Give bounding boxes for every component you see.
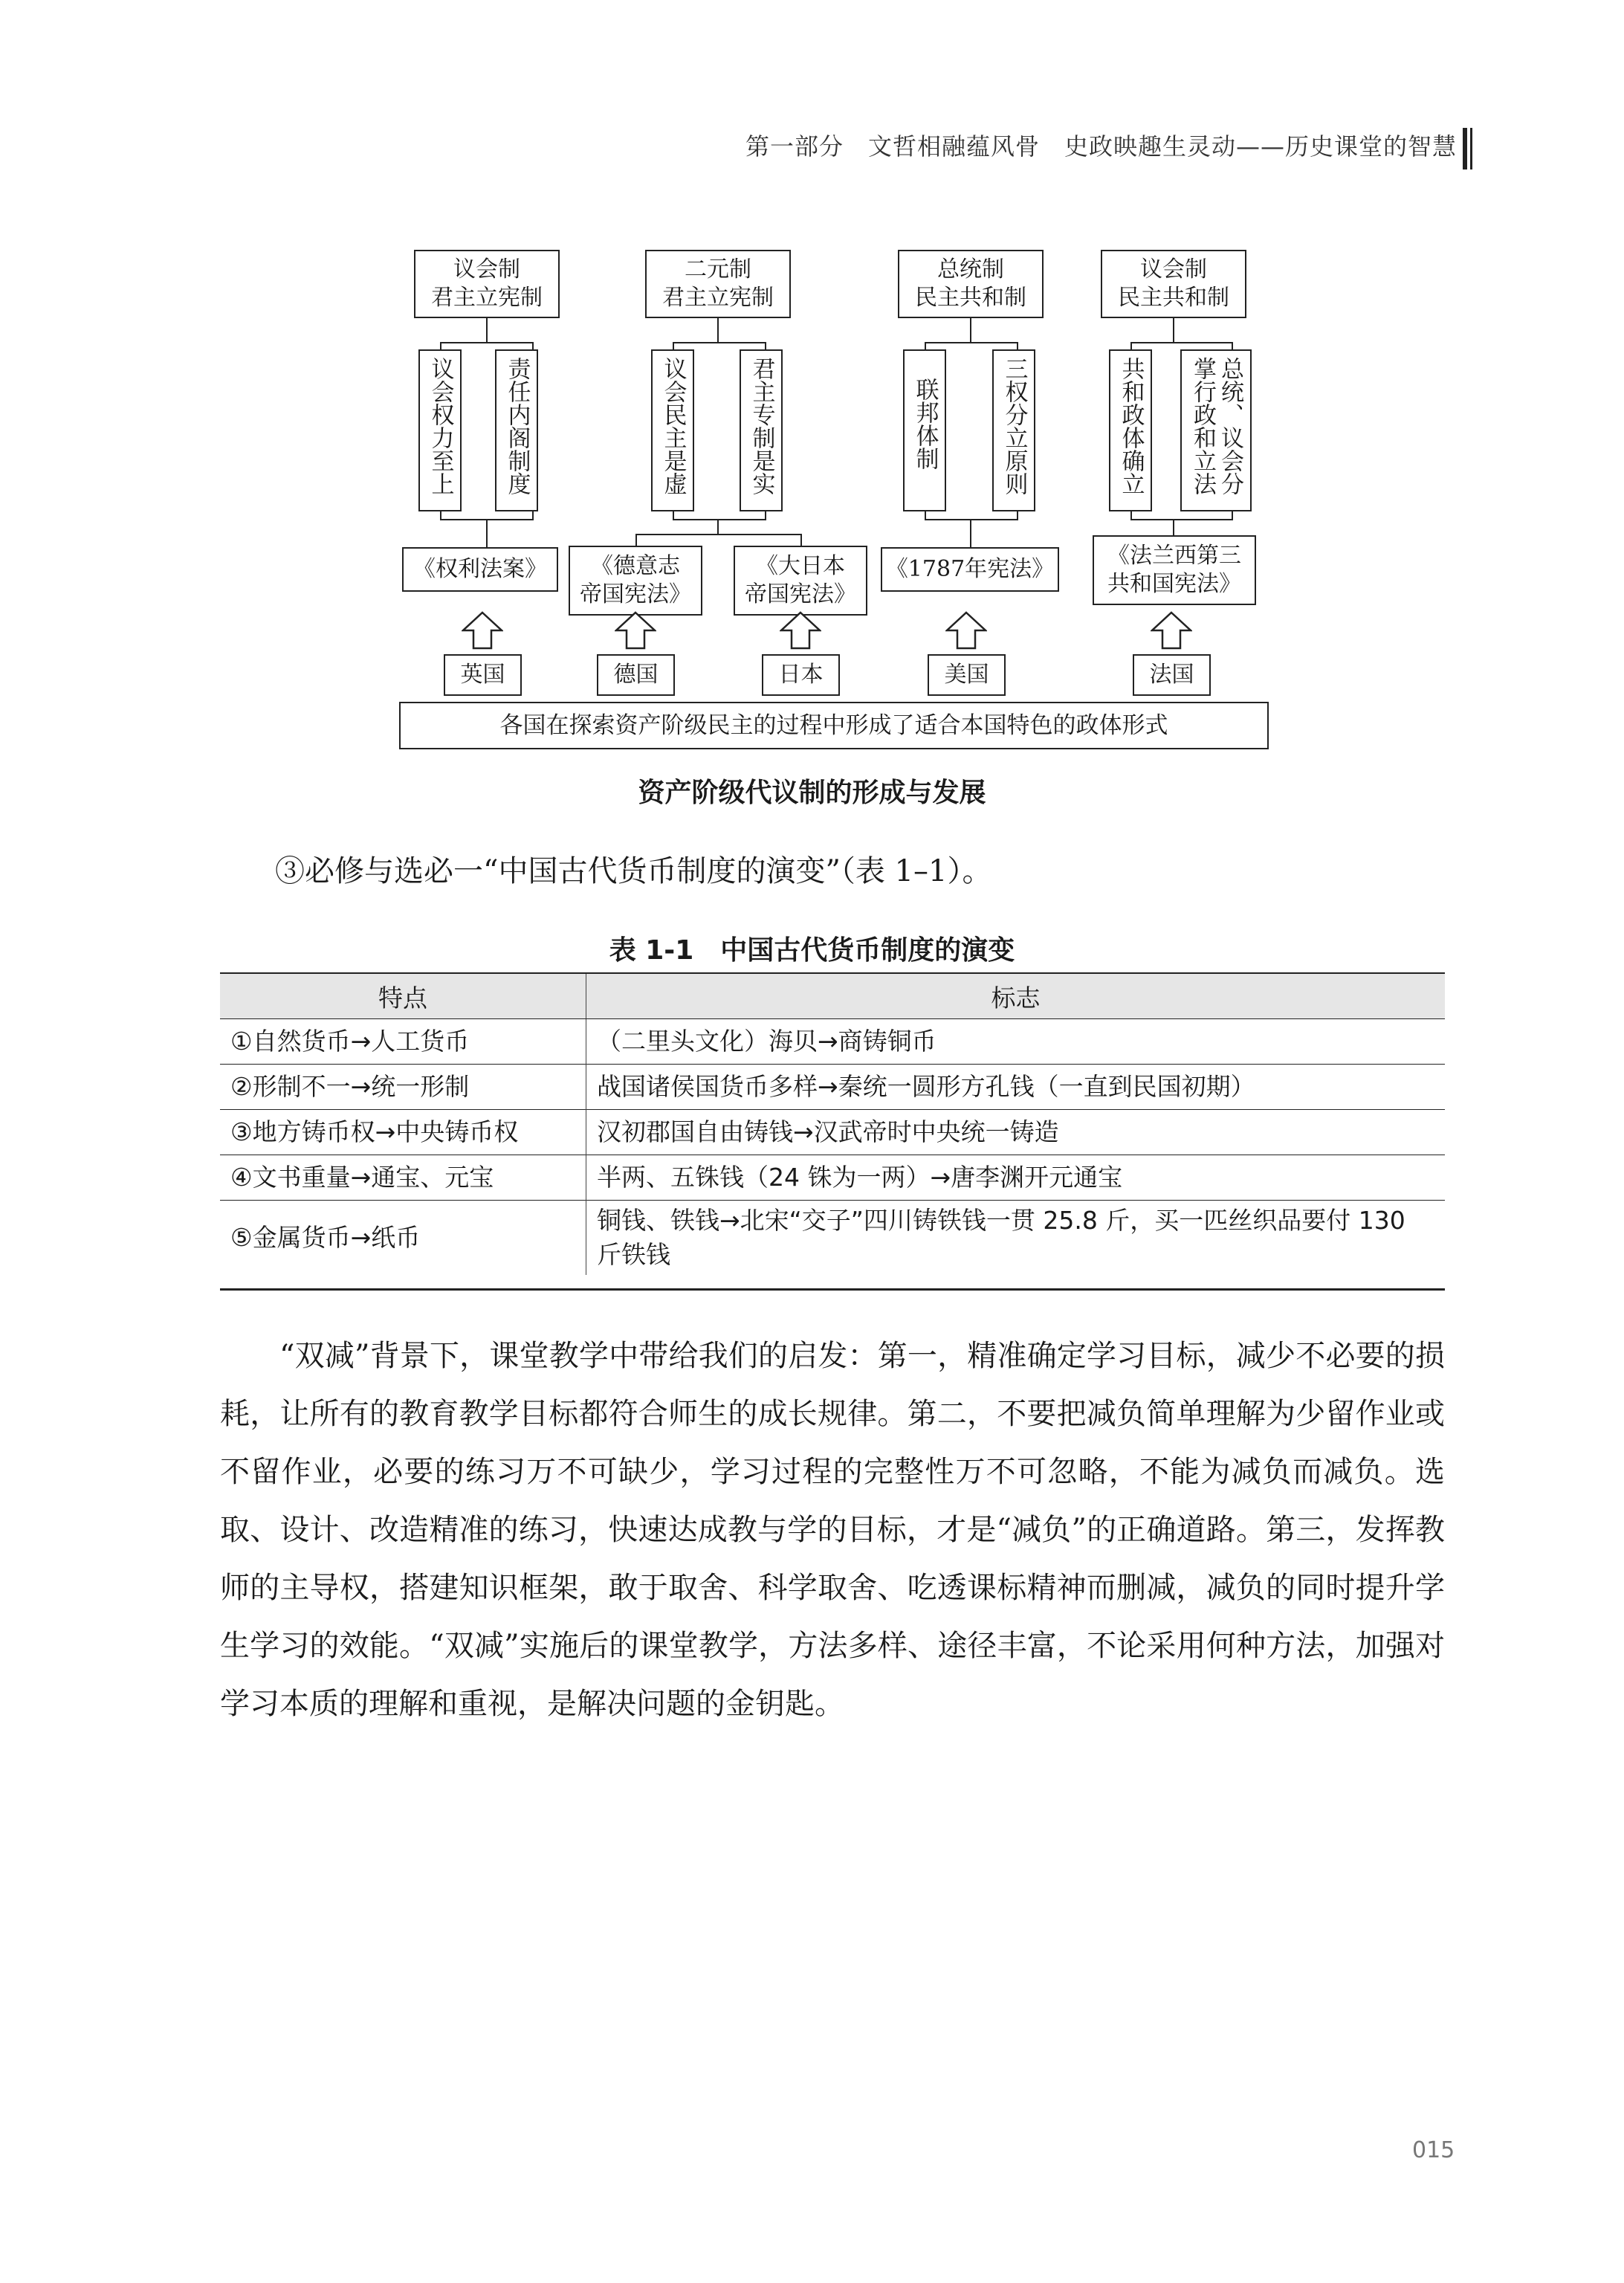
table-cell: ②形制不一→统一形制 — [220, 1065, 586, 1110]
country-label: 日本 — [778, 662, 824, 688]
table-row — [220, 1155, 1445, 1201]
diagram-caption: 资产阶级代议制的形成与发展 — [638, 778, 986, 808]
summary-box — [399, 702, 1269, 749]
constitution-text: 《德意志 帝国宪法》 — [580, 553, 691, 607]
connector — [1130, 519, 1233, 520]
page-number: 015 — [1412, 2137, 1455, 2163]
connector — [486, 318, 488, 343]
feature-box: 议会权力至上 — [418, 349, 462, 511]
up-arrow-icon — [945, 611, 987, 650]
system-title-us — [898, 250, 1044, 318]
system-title-uk-text: 议会制 君主立宪制 — [431, 256, 543, 311]
connector — [970, 519, 971, 549]
connector — [1173, 318, 1174, 343]
header-rule-thick — [1463, 128, 1467, 169]
summary-text: 各国在探索资产阶级民主的过程中形成了适合本国特色的政体形式 — [499, 712, 1168, 739]
system-title-dualist — [645, 250, 791, 318]
constitution-box — [734, 546, 867, 616]
system-title-france-text: 议会制 民主共和制 — [1118, 256, 1229, 311]
connector — [635, 534, 802, 535]
country-box-us — [928, 654, 1006, 696]
country-label: 美国 — [944, 662, 989, 688]
constitution-text: 《1787年宪法》 — [885, 556, 1055, 582]
connector — [925, 519, 1018, 520]
connector — [925, 342, 1018, 343]
table-bottom-rule — [220, 1288, 1445, 1291]
constitution-box — [569, 546, 702, 616]
table-cell: ⑤金属货币→纸币 — [220, 1201, 586, 1276]
feature-box: 议会民主是虚 — [651, 349, 694, 511]
table-cell: 汉初郡国自由铸钱→汉武帝时中央统一铸造 — [586, 1110, 1446, 1155]
table-cell: 半两、五铢钱（24 铢为一两）→唐李渊开元通宝 — [586, 1155, 1446, 1201]
table-cell: 铜钱、铁钱→北宋“交子”四川铸铁钱一贯 25.8 斤，买一匹丝织品要付 130 斤铁钱 — [586, 1201, 1446, 1276]
constitution-box — [881, 547, 1059, 592]
connector — [673, 342, 766, 343]
table-cell: （二里头文化）海贝→商铸铜币 — [586, 1019, 1446, 1065]
column-header: 标志 — [586, 974, 1446, 1019]
country-box-france — [1133, 654, 1211, 696]
body-paragraph: “双减”背景下，课堂教学中带给我们的启发：第一，精准确定学习目标，减少不必要的损耗，让所有的教育教学目标都符合师生的成长规律。第二，不要把减负简单理解为少留作业或不留作业，必要的练习万不可缺少，学习过程的完整性万不可忽略，不能为减负而减负。选取、设计、改造精准的练习，快速达成教与学的目标，才是“减负”的正确道路。第三，发挥教师的主导权，搭建知识框架，敢于取舍、科学取舍、吃透课标精神而删减，减负的同时提升学生学习的效能。“双减”实施后的课堂教学，方法多样、途径丰富，不论采用何种方法，加强对学习本质的理解和重视，是解决问题的金钥匙。 — [220, 1339, 1445, 1721]
feature-box: 君主专制是实 — [740, 349, 783, 511]
constitution-text: 《法兰西第三 共和国宪法》 — [1107, 543, 1241, 597]
constitution-text: 《权利法案》 — [413, 556, 547, 582]
connector — [440, 342, 534, 343]
table-row — [220, 1201, 1445, 1276]
intro-line: ③必修与选必一“中国古代货币制度的演变”（表 1–1）。 — [275, 854, 992, 888]
connector — [970, 318, 971, 343]
feature-box: 责任内阁制度 — [495, 349, 538, 511]
up-arrow-icon — [615, 611, 656, 650]
system-title-us-text: 总统制 民主共和制 — [915, 256, 1026, 311]
up-arrow-icon — [780, 611, 821, 650]
running-header: 第一部分 文哲相融蕴风骨 史政映趣生灵动——历史课堂的智慧 — [745, 132, 1457, 161]
system-title-dualist-text: 二元制 君主立宪制 — [662, 256, 774, 311]
table-header-row — [220, 974, 1445, 1019]
header-rule-thin — [1470, 128, 1472, 169]
table-row — [220, 1065, 1445, 1110]
country-label: 法国 — [1149, 662, 1194, 688]
country-label: 英国 — [460, 662, 505, 688]
constitution-box — [1093, 535, 1256, 605]
country-label: 德国 — [613, 662, 659, 688]
feature-box: 共和政体确立 — [1109, 349, 1152, 511]
up-arrow-icon — [462, 611, 503, 650]
table-cell: 战国诸侯国货币多样→秦统一圆形方孔钱（一直到民国初期） — [586, 1065, 1446, 1110]
country-box-germany — [597, 654, 675, 696]
constitution-text: 《大日本 帝国宪法》 — [745, 553, 856, 607]
up-arrow-icon — [1151, 611, 1192, 650]
feature-box: 三权分立原则 — [992, 349, 1035, 511]
country-box-uk — [444, 654, 522, 696]
connector — [1173, 519, 1174, 537]
country-box-japan — [762, 654, 840, 696]
feature-box: 联邦体制 — [903, 349, 946, 511]
system-title-uk — [414, 250, 560, 318]
table-row — [220, 1019, 1445, 1065]
table-cell: ③地方铸币权→中央铸币权 — [220, 1110, 586, 1155]
connector — [717, 318, 719, 343]
constitution-box — [402, 547, 558, 592]
table-caption: 表 1-1 中国古代货币制度的演变 — [609, 935, 1015, 966]
connector — [486, 519, 488, 549]
system-title-france — [1101, 250, 1246, 318]
column-header: 特点 — [220, 974, 586, 1019]
currency-evolution-table — [220, 974, 1445, 1275]
feature-box: 总统、议会分掌行政和立法 — [1180, 349, 1252, 511]
table-cell: ④文书重量→通宝、元宝 — [220, 1155, 586, 1201]
connector — [1130, 342, 1233, 343]
connector — [717, 519, 719, 535]
table-row — [220, 1110, 1445, 1155]
table-cell: ①自然货币→人工货币 — [220, 1019, 586, 1065]
connector — [673, 519, 766, 520]
